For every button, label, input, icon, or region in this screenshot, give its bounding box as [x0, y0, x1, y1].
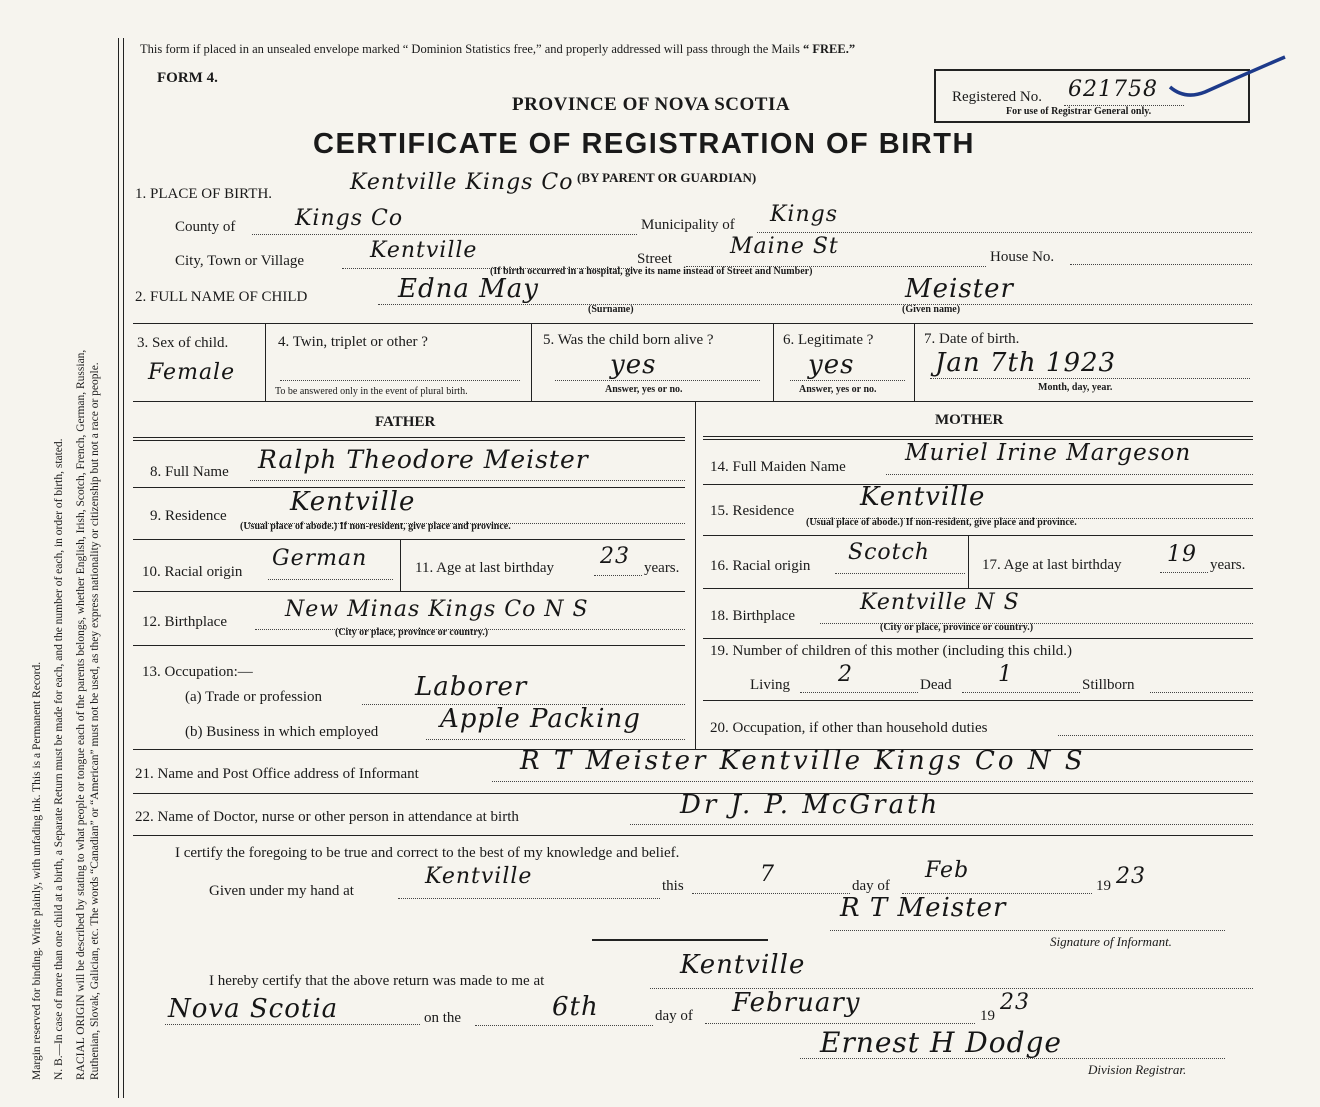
registrar-day-dots [475, 1025, 653, 1026]
grid-divider-2 [531, 323, 532, 401]
dob-dots [930, 378, 1250, 379]
grid-line-top [133, 323, 1253, 324]
municipality-value: Kings [770, 202, 839, 227]
margin-note-3: RACIAL ORIGIN will be described by stating to what people or tongue each of the parents belongs, whether English, Irish, Scotch, French, German, Russian, [75, 349, 87, 1080]
mother-age-label: 17. Age at last birthday [982, 557, 1122, 573]
city-value: Kentville [370, 238, 478, 263]
municipality-dots [757, 232, 1252, 233]
street-value: Maine St [730, 234, 839, 259]
dob-note: Month, day, year. [1038, 382, 1113, 393]
hospital-note: (If birth occurred in a hospital, give its name instead of Street and Number) [490, 266, 813, 277]
certify-dayof-label: day of [852, 878, 890, 894]
father-birthplace-value: New Minas Kings Co N S [285, 597, 589, 622]
grid-divider-1 [265, 323, 266, 401]
sex-label: 3. Sex of child. [137, 335, 229, 351]
grid-divider-4 [914, 323, 915, 401]
mother-racial-divider [968, 535, 969, 588]
county-value: Kings Co [295, 206, 404, 231]
legitimate-label: 6. Legitimate ? [783, 332, 874, 348]
form-number: FORM 4. [157, 70, 218, 86]
signature-caption: Signature of Informant. [1050, 934, 1172, 949]
this-label: this [662, 878, 684, 894]
mother-birthplace-value: Kentville N S [860, 590, 1020, 615]
street-label: Street [637, 251, 672, 267]
place-label: 1. PLACE OF BIRTH. [135, 186, 273, 202]
parents-center-divider [695, 401, 696, 749]
mother-rule-2 [703, 535, 1253, 536]
certify-day-value: 7 [760, 862, 775, 887]
doctor-label: 22. Name of Doctor, nurse or other person in attendance at birth [135, 809, 519, 825]
father-rule-4 [133, 645, 685, 646]
registered-number: 621758 [1068, 77, 1158, 102]
living-value: 2 [838, 662, 853, 687]
county-label: County of [175, 219, 236, 235]
registrar-month-dots [705, 1023, 975, 1024]
father-business-label: (b) Business in which employed [185, 724, 379, 740]
twin-label: 4. Twin, triplet or other ? [278, 334, 428, 350]
father-age-label: 11. Age at last birthday [415, 560, 554, 576]
father-racial-label: 10. Racial origin [142, 564, 243, 580]
dob-label: 7. Date of birth. [924, 331, 1020, 347]
mother-racial-value: Scotch [848, 540, 930, 565]
surname-caption: (Surname) [588, 304, 634, 315]
dead-dots [962, 692, 1080, 693]
legitimate-dots [790, 380, 905, 381]
mother-rule-4 [703, 638, 1253, 639]
father-heading: FATHER [375, 414, 436, 430]
father-racial-divider [400, 539, 401, 591]
living-label: Living [750, 677, 790, 693]
father-name-value: Ralph Theodore Meister [258, 445, 589, 474]
mother-rule-3 [703, 588, 1253, 589]
mother-age-value: 19 [1167, 542, 1197, 567]
grid-divider-3 [773, 323, 774, 401]
father-occupation-label: 13. Occupation:— [142, 664, 253, 680]
alive-note: Answer, yes or no. [605, 384, 683, 395]
dob-value: Jan 7th 1923 [935, 348, 1117, 378]
binding-rule-2 [123, 38, 124, 1098]
certify-year-value: 23 [1116, 864, 1146, 889]
father-years: years. [644, 560, 680, 576]
margin-note-1: Margin reserved for binding. Write plainly, with unfading ink. This is a Permanent Record. [31, 661, 43, 1080]
mother-residence-value: Kentville [860, 482, 986, 512]
alive-dots [555, 380, 760, 381]
registrar-province-value: Nova Scotia [168, 994, 339, 1024]
child-given-names: Edna May [398, 274, 539, 304]
mother-racial-label: 16. Racial origin [710, 558, 811, 574]
mother-children-label: 19. Number of children of this mother (including this child.) [710, 643, 1073, 659]
alive-value: yes [610, 350, 657, 380]
mail-note [140, 42, 855, 57]
registrar-province-dots [165, 1024, 420, 1025]
father-residence-label: 9. Residence [150, 508, 227, 524]
father-residence-value: Kentville [290, 487, 416, 517]
city-label: City, Town or Village [175, 253, 305, 269]
twin-dots [280, 380, 520, 381]
mother-residence-note: (Usual place of abode.) If non-resident, give place and province. [806, 517, 1077, 528]
registered-label: Registered No. [952, 89, 1042, 105]
stillborn-label: Stillborn [1082, 677, 1135, 693]
registrar-statement: I hereby certify that the above return was made to me at [209, 973, 545, 989]
separator-short [592, 939, 768, 941]
mother-occupation-dots [1058, 735, 1253, 736]
doctor-rule [133, 835, 1253, 836]
mother-racial-dots [835, 573, 965, 574]
registrar-on-label: on the [424, 1010, 462, 1026]
mail-note-text: This form if placed in an unsealed envelope marked “ Dominion Statistics free,” and properly addressed will pass through the Mails [140, 42, 804, 56]
registrar-caption: Division Registrar. [1088, 1062, 1187, 1077]
mother-name-label: 14. Full Maiden Name [710, 459, 846, 475]
legitimate-note: Answer, yes or no. [799, 384, 877, 395]
certify-year-prefix: 19 [1096, 878, 1111, 894]
father-heading-rule [133, 437, 685, 441]
registrar-note: For use of Registrar General only. [1006, 106, 1152, 117]
informant-label: 21. Name and Post Office address of Informant [135, 766, 419, 782]
certificate-title: CERTIFICATE OF REGISTRATION OF BIRTH [313, 128, 975, 160]
child-name-dots [378, 304, 1252, 305]
father-racial-dots [268, 579, 393, 580]
signature-dots [830, 930, 1225, 931]
registrar-year-prefix: 19 [980, 1008, 995, 1024]
sex-value: Female [148, 360, 236, 385]
this-day-dots [692, 893, 850, 894]
father-name-dots [250, 480, 685, 481]
mother-birthplace-label: 18. Birthplace [710, 608, 795, 624]
father-age-dots [594, 575, 642, 576]
father-business-dots [426, 739, 685, 740]
twin-note: To be answered only in the event of plural birth. [275, 386, 468, 397]
registrar-signature-dots [800, 1058, 1225, 1059]
house-label: House No. [990, 249, 1055, 265]
father-trade-value: Laborer [415, 672, 528, 702]
doctor-dots [630, 824, 1253, 825]
father-rule-2 [133, 539, 685, 540]
registrar-year-value: 23 [1000, 990, 1030, 1015]
by-parent-line: (BY PARENT OR GUARDIAN) [577, 170, 757, 185]
mother-heading: MOTHER [935, 412, 1004, 428]
margin-note-4: Ruthenian, Slovak, Galician, etc. The words “Canadian” or “American” must not be used, as they express nationality or citizenship but not a race or people. [89, 362, 101, 1080]
registrar-place-value: Kentville [680, 950, 806, 980]
dead-label: Dead [920, 677, 952, 693]
given-place-dots [398, 898, 660, 899]
mother-rule-5 [703, 700, 1253, 701]
father-rule-3 [133, 591, 685, 592]
father-residence-note: (Usual place of abode.) If non-resident, give place and province. [240, 521, 511, 532]
mother-years: years. [1210, 557, 1246, 573]
certify-month-value: Feb [925, 858, 970, 883]
grid-line-bottom [133, 401, 1253, 402]
father-birthplace-label: 12. Birthplace [142, 614, 227, 630]
alive-label: 5. Was the child born alive ? [543, 332, 714, 348]
margin-note-2: N. B.—In case of more than one child at a birth, a Separate Return must be made for each, and the number of each, in order of birth, stated. [53, 438, 65, 1080]
informant-signature: R T Meister [840, 893, 1007, 923]
binding-rule [118, 38, 119, 1098]
mother-occupation-label: 20. Occupation, if other than household duties [710, 720, 988, 736]
living-dots [800, 692, 918, 693]
registrar-dayof-label: day of [655, 1008, 693, 1024]
mother-age-dots [1160, 572, 1208, 573]
child-surname: Meister [905, 274, 1014, 304]
dead-value: 1 [998, 662, 1013, 687]
father-trade-label: (a) Trade or profession [185, 689, 323, 705]
stillborn-dots [1150, 692, 1253, 693]
place-value: Kentville Kings Co [350, 170, 574, 195]
margin-notes [30, 80, 130, 1080]
registrar-signature: Ernest H Dodge [820, 1026, 1062, 1059]
informant-value: R T Meister Kentville Kings Co N S [520, 746, 1086, 776]
certify-statement: I certify the foregoing to be true and correct to the best of my knowledge and belief. [175, 845, 680, 861]
father-business-value: Apple Packing [440, 704, 641, 734]
given-caption: (Given name) [902, 304, 961, 315]
county-dots [252, 234, 637, 235]
father-birthplace-note: (City or place, province or country.) [335, 627, 489, 638]
father-racial-value: German [272, 546, 368, 571]
check-mark [1165, 52, 1290, 107]
given-label: Given under my hand at [209, 883, 354, 899]
child-name-label: 2. FULL NAME OF CHILD [135, 289, 308, 305]
mother-birthplace-note: (City or place, province or country.) [880, 622, 1034, 633]
mail-note-free: “ FREE.” [803, 42, 856, 56]
doctor-value: Dr J. P. McGrath [680, 790, 941, 820]
given-place-value: Kentville [425, 864, 533, 889]
legitimate-value: yes [808, 350, 855, 380]
municipality-label: Municipality of [641, 217, 735, 233]
mother-name-dots [886, 474, 1253, 475]
house-dots [1070, 264, 1252, 265]
mother-residence-label: 15. Residence [710, 503, 795, 519]
registrar-month-value: February [732, 988, 861, 1018]
father-name-label: 8. Full Name [150, 464, 229, 480]
registrar-day-value: 6th [552, 992, 599, 1022]
father-age-value: 23 [600, 544, 630, 569]
province-title: PROVINCE OF NOVA SCOTIA [512, 94, 791, 115]
informant-dots [492, 781, 1253, 782]
mother-name-value: Muriel Irine Margeson [905, 440, 1192, 466]
